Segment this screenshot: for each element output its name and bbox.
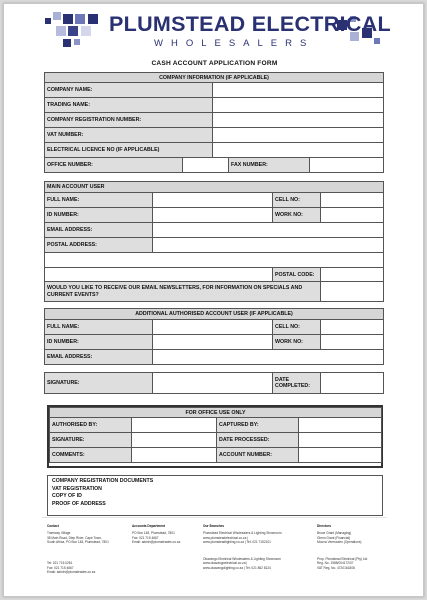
cell-no-field[interactable] — [321, 193, 384, 208]
office-use-table — [49, 407, 382, 463]
document-item: VAT REGISTRATION — [52, 485, 102, 492]
full-name-label: FULL NAME: — [45, 193, 153, 208]
required-documents-box — [47, 475, 383, 516]
postal-address-line-2[interactable] — [45, 253, 384, 268]
section-header: FOR OFFICE USE ONLY — [50, 408, 382, 418]
additional-user-table — [44, 308, 384, 365]
footer-line[interactable]: Email: admin@plumsteades.co.za — [47, 569, 96, 574]
id-number-field[interactable] — [153, 335, 273, 350]
cell-no-label: CELL NO: — [273, 320, 321, 335]
registration-number-label: COMPANY REGISTRATION NUMBER: — [45, 113, 213, 128]
footer-directors — [317, 524, 367, 570]
date-completed-field[interactable] — [321, 373, 384, 394]
full-name-label: FULL NAME: — [45, 320, 153, 335]
footer-heading: Accounts Department — [132, 524, 166, 528]
footer-line: VAT Reg. No. 4720161808 — [317, 565, 355, 570]
id-number-label: ID NUMBER: — [45, 335, 153, 350]
postal-address-field[interactable] — [153, 238, 384, 253]
section-header: ADDITIONAL AUTHORISED ACCOUNT USER (IF APPLICABLE) — [45, 309, 384, 320]
logo-square — [63, 14, 73, 24]
company-name-label: COMPANY NAME: — [45, 83, 213, 98]
logo-square — [56, 26, 66, 36]
footer-line: Bruce Grant (Managing) — [317, 531, 352, 536]
footer-heading: Contact — [47, 524, 59, 528]
fax-number-field[interactable] — [309, 158, 383, 172]
company-info-table — [44, 72, 384, 173]
brand-subtitle: WHOLESALERS — [154, 38, 315, 49]
email-label: EMAIL ADDRESS: — [45, 350, 153, 365]
registration-number-field[interactable] — [213, 113, 384, 128]
email-label: EMAIL ADDRESS: — [45, 223, 153, 238]
licence-number-field[interactable] — [213, 143, 384, 158]
footer-line[interactable]: www.okavangoelectrical.co.za | — [203, 561, 248, 566]
footer-line: Fax: 021 715 4667 — [47, 565, 74, 570]
logo-square — [45, 18, 51, 24]
logo-square — [75, 14, 85, 24]
signature-table — [44, 372, 384, 394]
captured-by-field[interactable] — [299, 418, 382, 433]
cell-no-label: CELL NO: — [273, 193, 321, 208]
date-completed-label: DATE COMPLETED: — [273, 373, 321, 394]
footer-line: Reg. No. 1988/004172/07 — [317, 561, 354, 566]
company-name-field[interactable] — [213, 83, 384, 98]
newsletter-question: WOULD YOU LIKE TO RECEIVE OUR EMAIL NEWSLETTERS, FOR INFORMATION ON SPECIALS AND CURRENT EVENTS? — [45, 282, 321, 302]
company-logo — [4, 4, 425, 54]
postal-code-label: POSTAL CODE: — [273, 268, 321, 282]
footer-line: PO Box 148, Plumstead, 7801 — [132, 531, 175, 536]
document-page — [3, 3, 424, 597]
captured-by-label: CAPTURED BY: — [217, 418, 299, 433]
work-no-label: WORK NO: — [273, 335, 321, 350]
full-name-field[interactable] — [153, 320, 273, 335]
document-item: COPY OF ID — [52, 493, 82, 500]
id-number-field[interactable] — [153, 208, 273, 223]
logo-square — [63, 39, 71, 47]
vat-number-label: VAT NUMBER: — [45, 128, 213, 143]
document-item: PROOF OF ADDRESS — [52, 500, 106, 507]
licence-number-label: ELECTRICAL LICENCE NO (IF APPLICABLE) — [45, 143, 213, 158]
postal-address-line-3[interactable] — [45, 268, 273, 282]
vat-number-field[interactable] — [213, 128, 384, 143]
authorised-by-label: AUTHORISED BY: — [50, 418, 132, 433]
office-signature-label: SIGNATURE: — [50, 433, 132, 448]
comments-label: COMMENTS: — [50, 448, 132, 463]
work-no-field[interactable] — [321, 208, 384, 223]
footer-line[interactable]: www.okavangolighting.co.za | Tel: 021 862 8124 — [203, 565, 271, 570]
postal-address-label: POSTAL ADDRESS: — [45, 238, 153, 253]
section-header: COMPANY INFORMATION (IF APPLICABLE) — [45, 73, 384, 83]
footer-line: Okavango Electrical Wholesalers & Lighting Showroom — [203, 557, 281, 562]
logo-square — [68, 26, 78, 36]
newsletter-answer-field[interactable] — [321, 282, 384, 302]
full-name-field[interactable] — [153, 193, 273, 208]
footer-divider — [42, 517, 387, 518]
signature-label: SIGNATURE: — [45, 373, 153, 394]
footer-line: South Africa, PO Box 148, Plumstead, 7801 — [47, 539, 109, 544]
trading-name-field[interactable] — [213, 98, 384, 113]
footer-line[interactable]: www.plumsteadelectrical.co.za | — [203, 535, 249, 540]
comments-field[interactable] — [132, 448, 217, 463]
footer-heading: Directors — [317, 524, 331, 528]
work-no-label: WORK NO: — [273, 208, 321, 223]
footer-branches — [203, 524, 281, 570]
office-number-field[interactable] — [183, 158, 229, 173]
work-no-field[interactable] — [321, 335, 384, 350]
date-processed-label: DATE PROCESSED: — [217, 433, 299, 448]
logo-square — [88, 14, 98, 24]
footer-line: Tel: 021 715 0281 — [47, 561, 73, 566]
date-processed-field[interactable] — [299, 433, 382, 448]
office-signature-field[interactable] — [132, 433, 217, 448]
authorised-by-field[interactable] — [132, 418, 217, 433]
logo-square — [53, 12, 61, 20]
main-user-table — [44, 181, 384, 302]
brand-name: PLUMSTEAD ELECTRICAL — [109, 12, 391, 36]
email-field[interactable] — [153, 223, 384, 238]
footer-line[interactable]: Email: admin@plumsteades.co.za — [132, 539, 181, 544]
logo-square — [74, 39, 80, 45]
footer-line: Tramway Village — [47, 531, 71, 536]
fax-number-label: FAX NUMBER: — [229, 158, 309, 172]
form-title: CASH ACCOUNT APPLICATION FORM — [151, 60, 278, 67]
id-number-label: ID NUMBER: — [45, 208, 153, 223]
cell-no-field[interactable] — [321, 320, 384, 335]
footer-line: Fax: 021 715 4667 — [132, 535, 159, 540]
postal-code-field[interactable] — [321, 268, 384, 282]
signature-field[interactable] — [153, 373, 273, 394]
email-field[interactable] — [153, 350, 384, 365]
logo-square — [81, 26, 91, 36]
footer-line: Glenn Grant (Financial) — [317, 535, 351, 540]
trading-name-label: TRADING NAME: — [45, 98, 213, 113]
footer-accounts — [132, 524, 180, 544]
footer-line: Plumstead Electrical Wholesalers & Lighting Showroom — [203, 531, 282, 536]
footer-heading: Our Branches — [203, 524, 225, 528]
document-item: COMPANY REGISTRATION DOCUMENTS — [52, 478, 154, 484]
footer-line: 38 Main Road, Diep River, Cape Town, — [47, 535, 102, 540]
logo-square — [374, 38, 380, 44]
account-number-field[interactable] — [299, 448, 382, 463]
footer-line: Prop. Plumstead Electrical (Pty) Ltd — [317, 557, 368, 562]
section-header: MAIN ACCOUNT USER — [45, 182, 384, 193]
office-number-label: OFFICE NUMBER: — [45, 158, 183, 173]
office-use-box — [47, 405, 383, 468]
account-number-label: ACCOUNT NUMBER: — [217, 448, 299, 463]
footer-line: Moona Vermaulen (Operations) — [317, 539, 362, 544]
footer-line[interactable]: www.plumsteadlighting.co.za | Tel: 021 7152101 — [203, 539, 271, 544]
footer-contact — [47, 524, 109, 574]
